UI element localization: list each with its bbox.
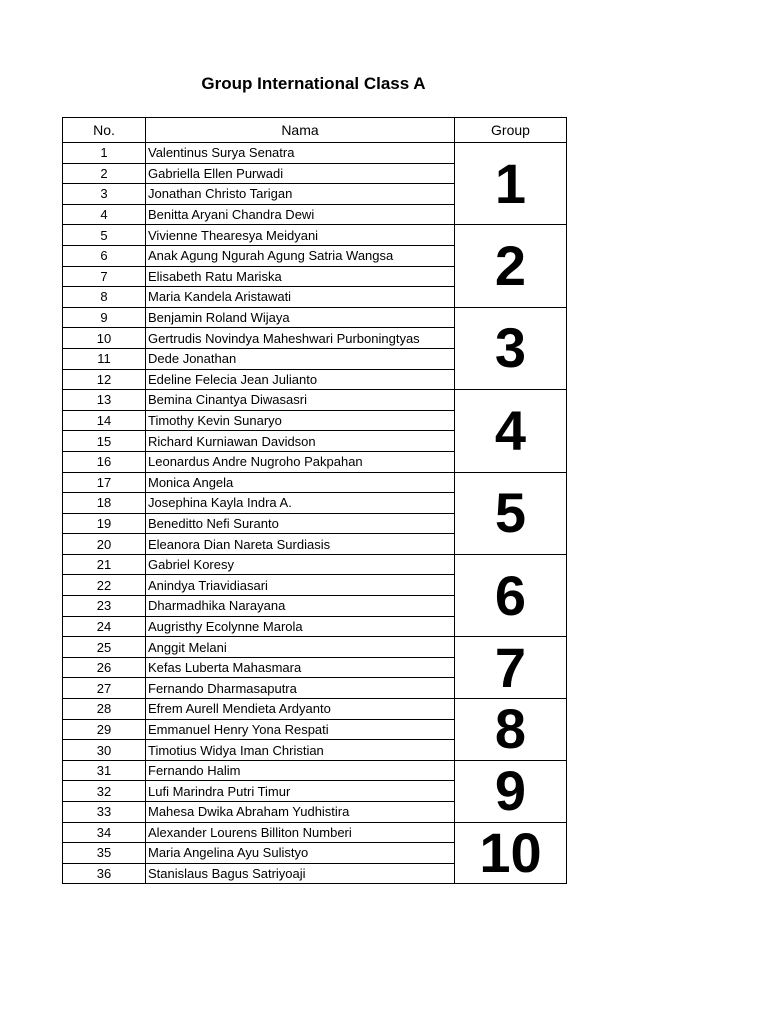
- member-name: Anak Agung Ngurah Agung Satria Wangsa: [146, 245, 455, 266]
- member-name: Bemina Cinantya Diwasasri: [146, 390, 455, 411]
- row-number: 13: [63, 390, 146, 411]
- row-number: 18: [63, 493, 146, 514]
- group-number-cell: 5: [455, 472, 567, 554]
- row-number: 25: [63, 637, 146, 658]
- group-number-cell: 9: [455, 760, 567, 822]
- table-row: [63, 307, 567, 328]
- member-name: Timotius Widya Iman Christian: [146, 740, 455, 761]
- group-number-cell: 3: [455, 307, 567, 389]
- row-number: 27: [63, 678, 146, 699]
- row-number: 29: [63, 719, 146, 740]
- member-name: Richard Kurniawan Davidson: [146, 431, 455, 452]
- member-name: Vivienne Thearesya Meidyani: [146, 225, 455, 246]
- member-name: Benitta Aryani Chandra Dewi: [146, 204, 455, 225]
- row-number: 22: [63, 575, 146, 596]
- member-name: Gertrudis Novindya Maheshwari Purboningtyas: [146, 328, 455, 349]
- member-name: Leonardus Andre Nugroho Pakpahan: [146, 451, 455, 472]
- row-number: 32: [63, 781, 146, 802]
- page-title: Group International Class A: [201, 74, 426, 93]
- member-name: Beneditto Nefi Suranto: [146, 513, 455, 534]
- group-number-cell: 10: [455, 822, 567, 884]
- member-name: Monica Angela: [146, 472, 455, 493]
- member-name: Anggit Melani: [146, 637, 455, 658]
- member-name: Emmanuel Henry Yona Respati: [146, 719, 455, 740]
- row-number: 24: [63, 616, 146, 637]
- row-number: 21: [63, 554, 146, 575]
- member-name: Eleanora Dian Nareta Surdiasis: [146, 534, 455, 555]
- row-number: 35: [63, 843, 146, 864]
- row-number: 12: [63, 369, 146, 390]
- table-row: [63, 637, 567, 658]
- member-name: Maria Kandela Aristawati: [146, 287, 455, 308]
- row-number: 26: [63, 657, 146, 678]
- table-row: [63, 143, 567, 164]
- table-header: [63, 118, 567, 143]
- group-number-cell: 8: [455, 699, 567, 761]
- row-number: 9: [63, 307, 146, 328]
- row-number: 20: [63, 534, 146, 555]
- row-number: 3: [63, 184, 146, 205]
- row-number: 19: [63, 513, 146, 534]
- row-number: 6: [63, 245, 146, 266]
- row-number: 14: [63, 410, 146, 431]
- member-name: Edeline Felecia Jean Julianto: [146, 369, 455, 390]
- group-number-cell: 4: [455, 390, 567, 472]
- column-header-no: No.: [63, 118, 146, 143]
- group-number-cell: 7: [455, 637, 567, 699]
- member-name: Lufi Marindra Putri Timur: [146, 781, 455, 802]
- row-number: 2: [63, 163, 146, 184]
- row-number: 11: [63, 348, 146, 369]
- member-name: Gabriella Ellen Purwadi: [146, 163, 455, 184]
- member-name: Maria Angelina Ayu Sulistyo: [146, 843, 455, 864]
- group-number-cell: 2: [455, 225, 567, 307]
- table-row: [63, 225, 567, 246]
- table-row: [63, 390, 567, 411]
- member-name: Josephina Kayla Indra A.: [146, 493, 455, 514]
- row-number: 34: [63, 822, 146, 843]
- row-number: 33: [63, 802, 146, 823]
- group-table: [62, 117, 567, 884]
- row-number: 10: [63, 328, 146, 349]
- member-name: Dharmadhika Narayana: [146, 596, 455, 617]
- member-name: Stanislaus Bagus Satriyoaji: [146, 863, 455, 884]
- row-number: 5: [63, 225, 146, 246]
- member-name: Dede Jonathan: [146, 348, 455, 369]
- table-row: [63, 554, 567, 575]
- member-name: Timothy Kevin Sunaryo: [146, 410, 455, 431]
- header-row: [63, 118, 567, 143]
- column-header-nama: Nama: [146, 118, 455, 143]
- column-header-group: Group: [455, 118, 567, 143]
- member-name: Mahesa Dwika Abraham Yudhistira: [146, 802, 455, 823]
- row-number: 36: [63, 863, 146, 884]
- member-name: Fernando Halim: [146, 760, 455, 781]
- table-row: [63, 760, 567, 781]
- row-number: 28: [63, 699, 146, 720]
- member-name: Fernando Dharmasaputra: [146, 678, 455, 699]
- row-number: 30: [63, 740, 146, 761]
- table-row: [63, 822, 567, 843]
- member-name: Valentinus Surya Senatra: [146, 143, 455, 164]
- row-number: 23: [63, 596, 146, 617]
- member-name: Alexander Lourens Billiton Numberi: [146, 822, 455, 843]
- table-body: [63, 143, 567, 884]
- row-number: 7: [63, 266, 146, 287]
- row-number: 17: [63, 472, 146, 493]
- row-number: 1: [63, 143, 146, 164]
- group-number-cell: 1: [455, 143, 567, 225]
- row-number: 8: [63, 287, 146, 308]
- member-name: Jonathan Christo Tarigan: [146, 184, 455, 205]
- table-row: [63, 699, 567, 720]
- row-number: 31: [63, 760, 146, 781]
- member-name: Efrem Aurell Mendieta Ardyanto: [146, 699, 455, 720]
- member-name: Benjamin Roland Wijaya: [146, 307, 455, 328]
- member-name: Augristhy Ecolynne Marola: [146, 616, 455, 637]
- member-name: Kefas Luberta Mahasmara: [146, 657, 455, 678]
- row-number: 4: [63, 204, 146, 225]
- member-name: Elisabeth Ratu Mariska: [146, 266, 455, 287]
- table-row: [63, 472, 567, 493]
- row-number: 15: [63, 431, 146, 452]
- member-name: Gabriel Koresy: [146, 554, 455, 575]
- group-number-cell: 6: [455, 554, 567, 636]
- row-number: 16: [63, 451, 146, 472]
- member-name: Anindya Triavidiasari: [146, 575, 455, 596]
